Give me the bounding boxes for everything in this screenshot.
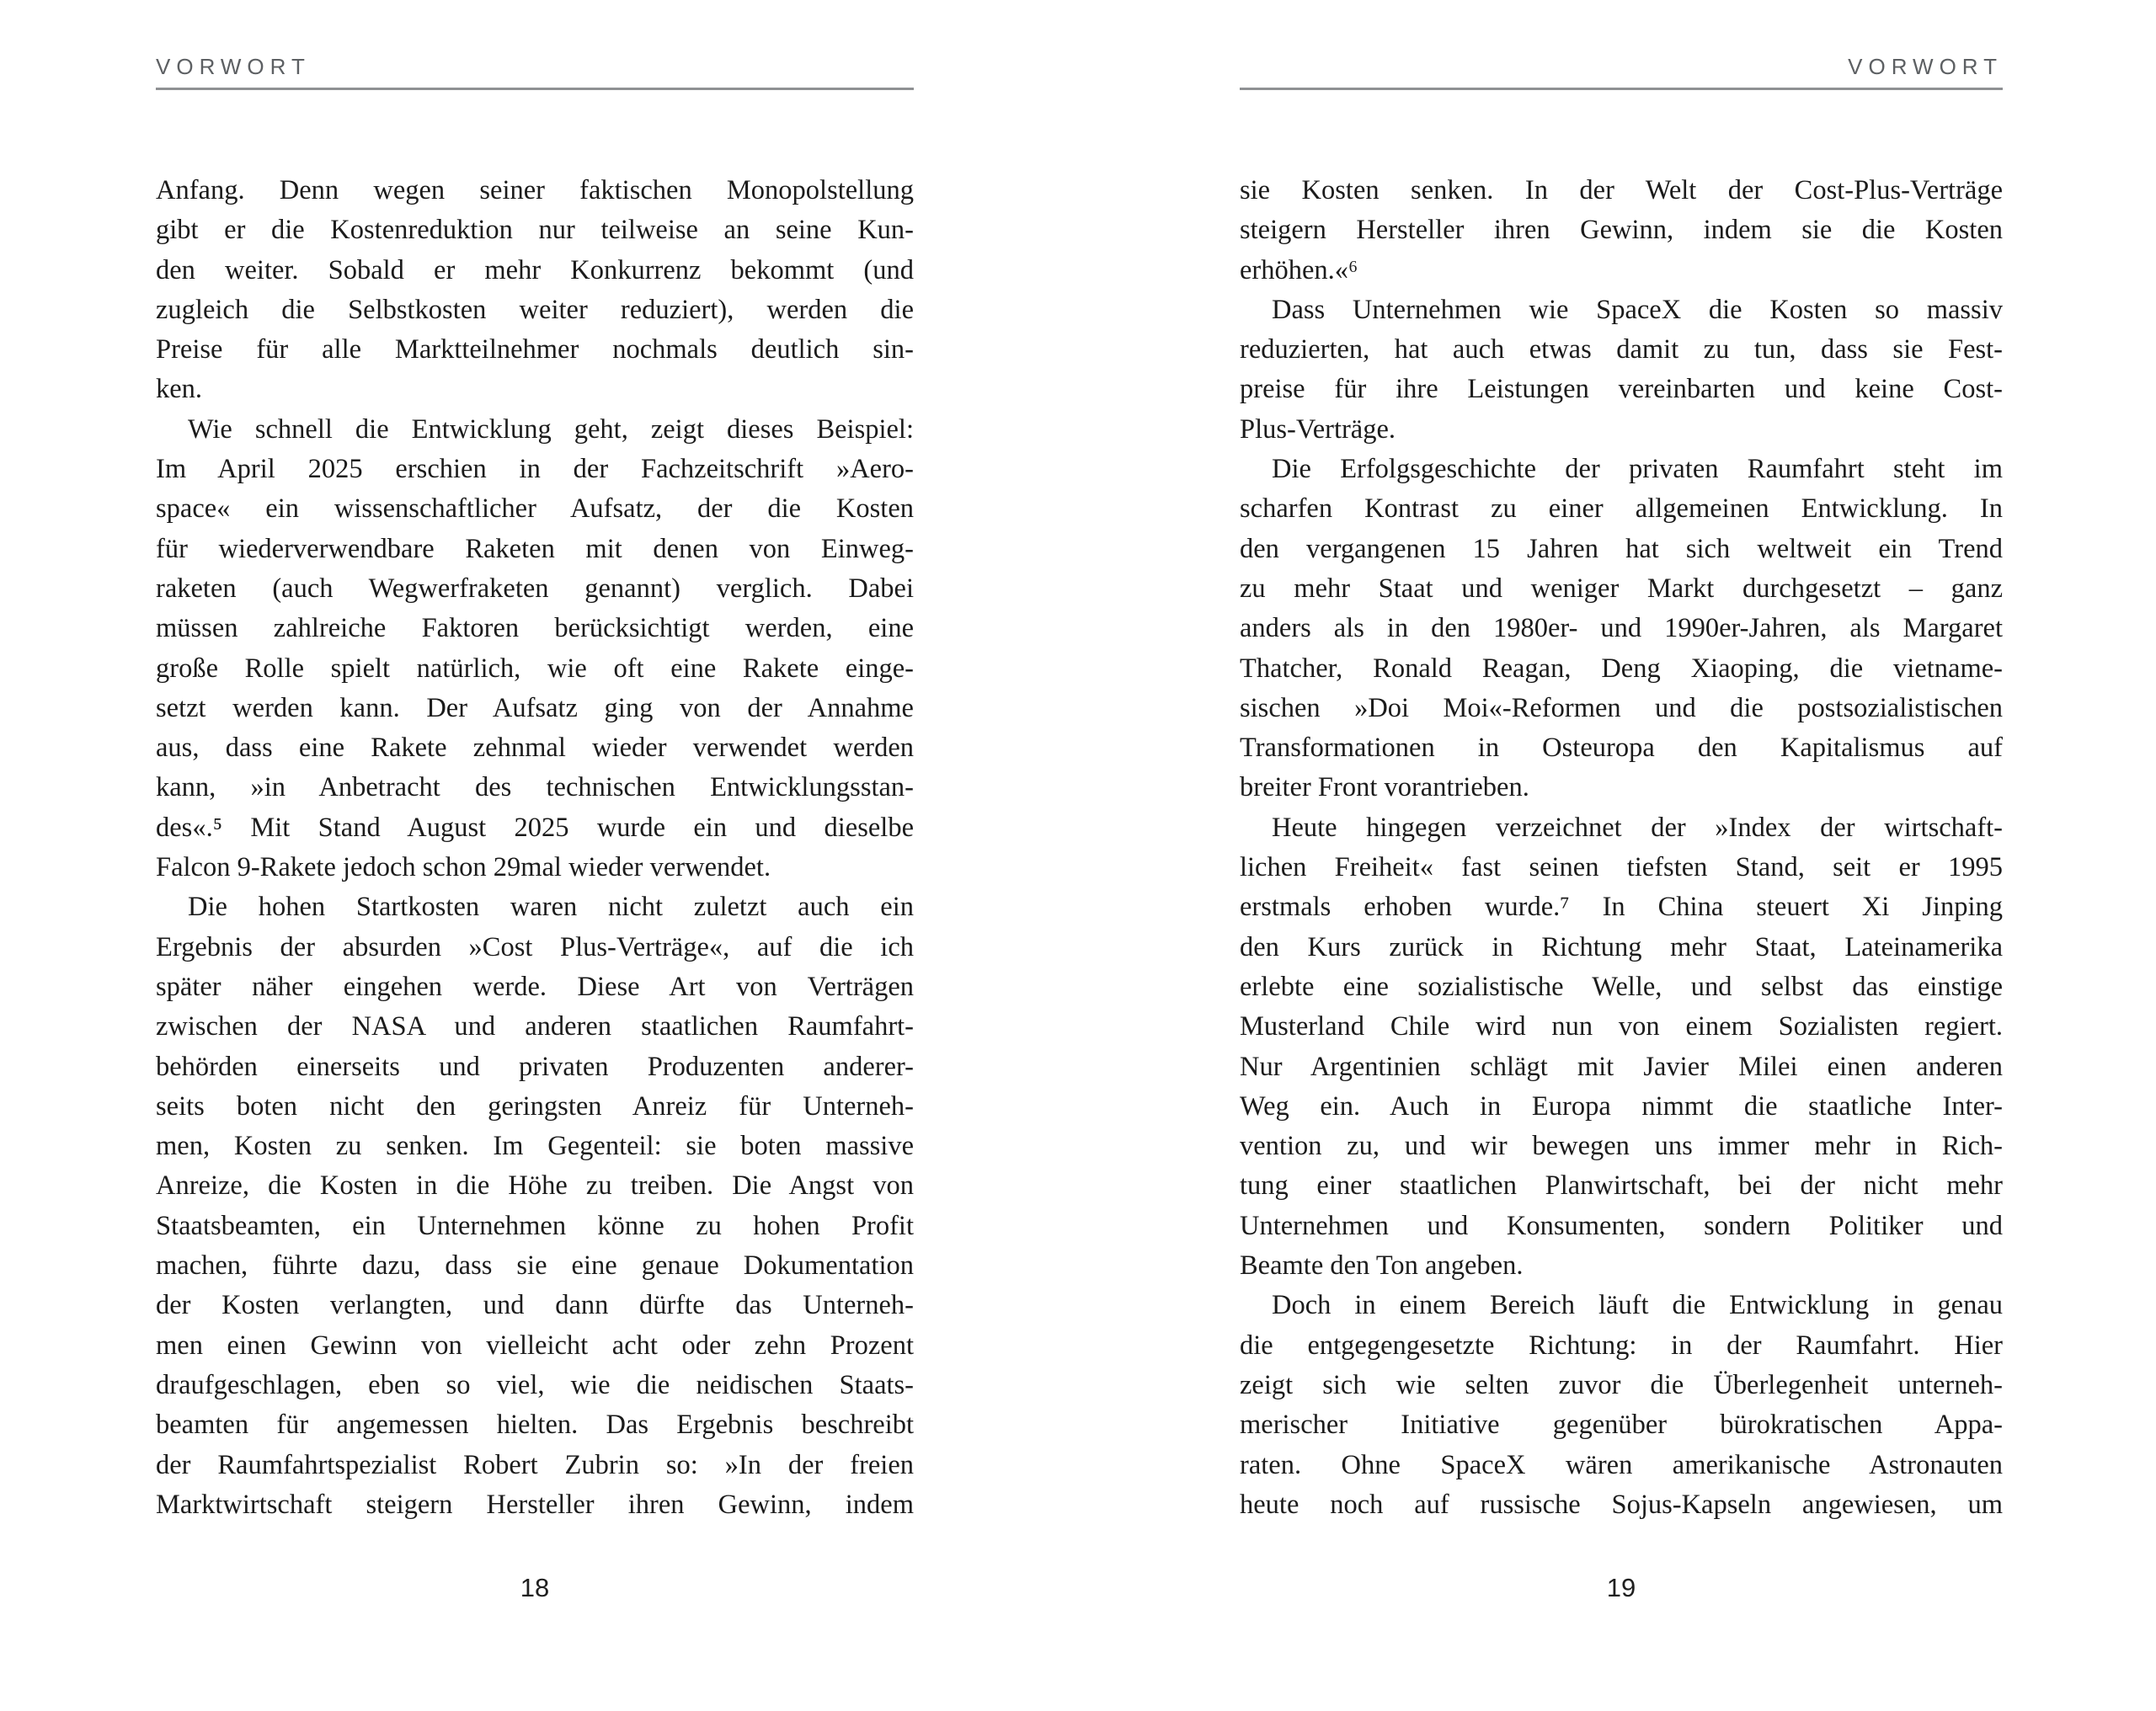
text-line: machen, führte dazu, dass sie eine genaue Dokumentation (156, 1250, 914, 1282)
text-line: den Kurs zurück in Richtung mehr Staat, Lateinamerika (1240, 931, 2003, 962)
text-line: Plus-Verträge. (1240, 413, 1396, 445)
text-line: den weiter. Sobald er mehr Konkurrenz bekommt (und (156, 254, 914, 285)
text-line: setzt werden kann. Der Aufsatz ging von der Annahme (156, 692, 914, 723)
text-line: behörden einerseits und privaten Produzenten anderer- (156, 1051, 914, 1082)
text-line: draufgeschlagen, eben so viel, wie die neidischen Staats- (156, 1369, 914, 1400)
text-line: die entgegengesetzte Richtung: in der Raumfahrt. Hier (1240, 1330, 2003, 1361)
page-left (156, 0, 914, 1711)
text-line: müssen zahlreiche Faktoren berücksichtigt werden, eine (156, 613, 914, 644)
header-rule-left (156, 88, 914, 90)
text-line: men, Kosten zu senken. Im Gegenteil: sie boten massive (156, 1131, 914, 1162)
text-line: Musterland Chile wird nun von einem Sozialisten regiert. (1240, 1011, 2003, 1042)
text-line: Falcon 9-Rakete jedoch schon 29mal wieder verwendet. (156, 852, 771, 883)
text-line: vention zu, und wir bewegen uns immer mehr in Rich- (1240, 1131, 2003, 1162)
text-line: Weg ein. Auch in Europa nimmt die staatliche Inter- (1240, 1090, 2003, 1122)
text-line: den vergangenen 15 Jahren hat sich weltweit ein Trend (1240, 533, 2003, 564)
text-line: breiter Front vorantrieben. (1240, 772, 1529, 803)
text-line: erhöhen.«⁶ (1240, 254, 1358, 285)
text-line: Unternehmen und Konsumenten, sondern Politiker und (1240, 1210, 2003, 1241)
text-line: sischen »Doi Moi«-Reformen und die postsozialistischen (1240, 692, 2003, 723)
text-line: lichen Freiheit« fast seinen tiefsten Stand, seit er 1995 (1240, 852, 2003, 883)
text-line: space« ein wissenschaftlicher Aufsatz, der die Kosten (156, 493, 914, 525)
text-line: später näher eingehen werde. Diese Art von Verträgen (156, 971, 914, 1002)
text-line: Anreize, die Kosten in die Höhe zu treiben. Die Angst von (156, 1170, 914, 1202)
text-line: Heute hingegen verzeichnet der »Index der wirtschaft- (1272, 812, 2003, 843)
text-line: merischer Initiative gegenüber bürokratischen Appa- (1240, 1410, 2003, 1441)
text-line: scharfen Kontrast zu einer allgemeinen Entwicklung. In (1240, 493, 2003, 525)
text-line: zwischen der NASA und anderen staatlichen Raumfahrt- (156, 1011, 914, 1042)
text-line: Beamte den Ton angeben. (1240, 1250, 1524, 1282)
page-number-left: 18 (520, 1573, 550, 1602)
text-line: reduzierten, hat auch etwas damit zu tun, dass sie Fest- (1240, 334, 2003, 365)
text-line: Ergebnis der absurden »Cost Plus-Verträge«, auf die ich (156, 931, 914, 962)
text-line: anders als in den 1980er- und 1990er-Jahren, als Margaret (1240, 613, 2003, 644)
page-right (1240, 0, 2003, 1711)
text-line: Thatcher, Ronald Reagan, Deng Xiaoping, die vietname- (1240, 653, 2003, 684)
text-line: sie Kosten senken. In der Welt der Cost-Plus-Verträge (1240, 175, 2003, 205)
text-line: erlebte eine sozialistische Welle, und selbst das einstige (1240, 971, 2003, 1002)
page-number-right: 19 (1606, 1573, 1636, 1602)
text-line: Transformationen in Osteuropa den Kapitalismus auf (1240, 733, 2003, 764)
text-line: für wiederverwendbare Raketen mit denen von Einweg- (156, 533, 914, 564)
text-line: Anfang. Denn wegen seiner faktischen Monopolstellung (156, 175, 914, 205)
text-line: Staatsbeamten, ein Unternehmen könne zu hohen Profit (156, 1210, 914, 1241)
text-line: große Rolle spielt natürlich, wie oft eine Rakete einge- (156, 653, 914, 684)
text-line: Im April 2025 erschien in der Fachzeitschrift »Aero- (156, 454, 914, 485)
text-line: Dass Unternehmen wie SpaceX die Kosten so massiv (1272, 294, 2003, 325)
text-line: Preise für alle Marktteilnehmer nochmals deutlich sin- (156, 334, 914, 365)
text-line: Marktwirtschaft steigern Hersteller ihren Gewinn, indem (156, 1489, 914, 1520)
body-text-left (156, 171, 914, 1525)
text-line: seits boten nicht den geringsten Anreiz für Unterneh- (156, 1090, 914, 1122)
text-line: zeigt sich wie selten zuvor die Überlegenheit unterneh- (1240, 1369, 2003, 1400)
text-line: gibt er die Kostenreduktion nur teilweise an seine Kun- (156, 215, 914, 246)
text-line: preise für ihre Leistungen vereinbarten und keine Cost- (1240, 374, 2003, 405)
text-line: beamten für angemessen hielten. Das Ergebnis beschreibt (156, 1410, 914, 1441)
text-line: tung einer staatlichen Planwirtschaft, bei der nicht mehr (1240, 1170, 2003, 1202)
text-line: Doch in einem Bereich läuft die Entwicklung in genau (1272, 1290, 2003, 1321)
text-line: ken. (156, 374, 203, 405)
text-line: Wie schnell die Entwicklung geht, zeigt dieses Beispiel: (188, 413, 914, 445)
text-line: aus, dass eine Rakete zehnmal wieder verwendet werden (156, 733, 914, 764)
header-rule-right (1240, 88, 2003, 90)
text-line: erstmals erhoben wurde.⁷ In China steuert Xi Jinping (1240, 892, 2003, 923)
text-line: der Raumfahrtspezialist Robert Zubrin so: »In der freien (156, 1449, 914, 1480)
text-line: Nur Argentinien schlägt mit Javier Milei einen anderen (1240, 1051, 2003, 1082)
running-head-right: VORWORT (1848, 54, 2003, 79)
body-text-right (1240, 171, 2003, 1525)
text-line: steigern Hersteller ihren Gewinn, indem sie die Kosten (1240, 215, 2003, 246)
text-line: heute noch auf russische Sojus-Kapseln angewiesen, um (1240, 1489, 2003, 1520)
text-line: men einen Gewinn von vielleicht acht oder zehn Prozent (156, 1330, 914, 1361)
text-line: der Kosten verlangten, und dann dürfte das Unterneh- (156, 1290, 914, 1321)
running-head-left: VORWORT (156, 54, 311, 79)
text-line: zu mehr Staat und weniger Markt durchgesetzt – ganz (1240, 573, 2003, 604)
text-line: zugleich die Selbstkosten weiter reduziert), werden die (156, 294, 914, 325)
text-line: des«.⁵ Mit Stand August 2025 wurde ein und dieselbe (156, 812, 914, 843)
text-line: Die hohen Startkosten waren nicht zuletzt auch ein (188, 892, 914, 923)
text-line: raten. Ohne SpaceX wären amerikanische Astronauten (1240, 1449, 2003, 1480)
text-line: kann, »in Anbetracht des technischen Entwicklungsstan- (156, 772, 914, 803)
text-line: raketen (auch Wegwerfraketen genannt) verglich. Dabei (156, 573, 914, 604)
text-line: Die Erfolgsgeschichte der privaten Raumfahrt steht im (1272, 454, 2003, 485)
